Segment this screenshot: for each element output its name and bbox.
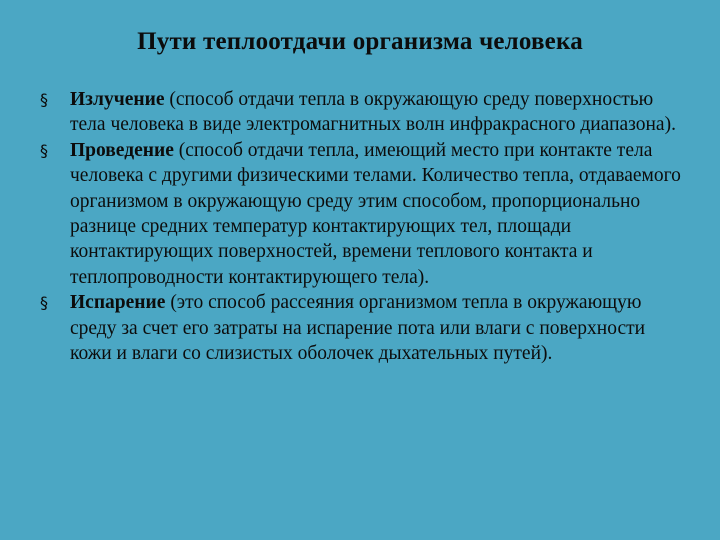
bullet-marker-icon: §: [40, 90, 48, 109]
bullet-term: Проведение: [70, 139, 174, 161]
bullet-text: (способ отдачи тепла, имеющий место при контакте тела человека с другими физическими телами. Количество тепла, отдаваемого организмом в окружающую среду этим способом, пропорционально разнице средних температур контактирующих тел, площади контактирующих поверхностей, времени теплового контакта и теплопроводности контактирующего тела).: [70, 139, 681, 288]
bullet-list: [40, 87, 690, 366]
bullet-term: Излучение: [70, 89, 165, 110]
bullet-item-radiation: [40, 87, 690, 138]
bullet-marker-icon: §: [40, 140, 48, 160]
bullet-text: (способ отдачи тепла в окружающую среду поверхностью тела человека в виде электромагнитных волн инфракрасного диапазона).: [70, 89, 676, 136]
slide-title: Пути теплоотдачи организма человека: [137, 28, 583, 55]
bullet-item-conduction: [40, 138, 690, 290]
bullet-text: (это способ рассеяния организмом тепла в окружающую среду за счет его затраты на испарение пота или влаги с поверхности кожи и влаги со слизистых оболочек дыхательных путей).: [70, 292, 646, 365]
bullet-term: Испарение: [70, 292, 166, 314]
bullet-item-evaporation: [40, 290, 690, 366]
bullet-marker-icon: §: [40, 293, 48, 313]
